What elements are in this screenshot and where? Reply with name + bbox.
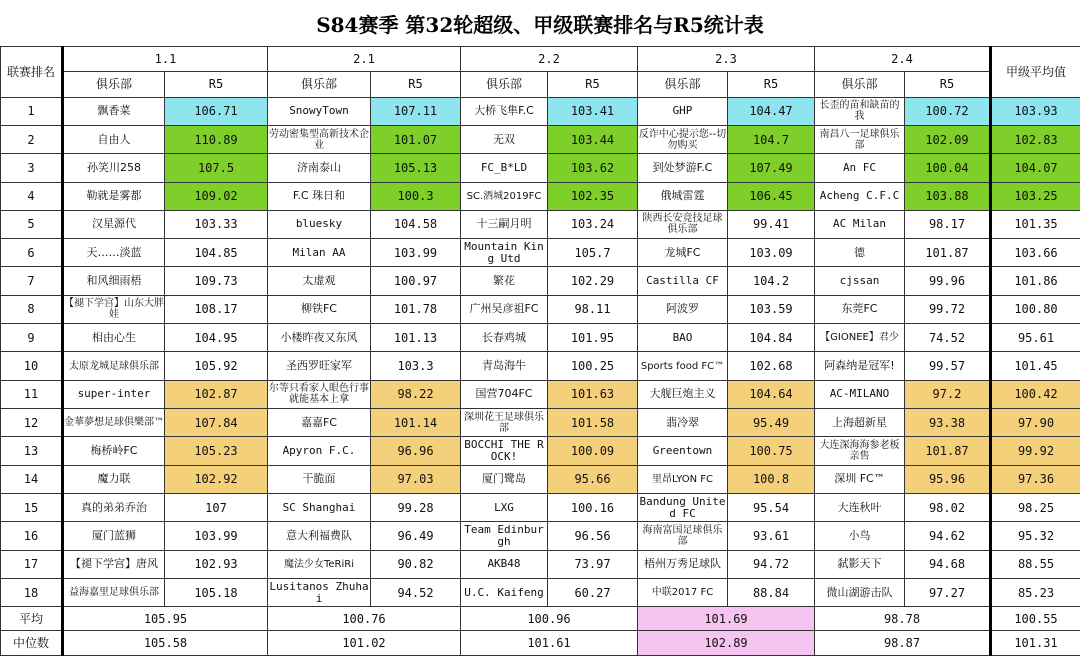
r5-value-cell: 99.57	[905, 352, 991, 380]
rank-cell: 17	[1, 550, 63, 578]
table-row	[1, 154, 1080, 182]
league-avg-cell: 102.83	[991, 125, 1080, 153]
club-name-cell: 东莞FC	[815, 295, 905, 323]
r5-column-header: R5	[165, 72, 268, 97]
club-name-cell: 大桥飞隼F.C	[461, 97, 548, 125]
club-name-cell: 小楼昨夜又东风	[268, 324, 371, 352]
r5-value-cell: 103.59	[728, 295, 815, 323]
club-name-cell: 梅桥岭FC	[63, 437, 165, 465]
club-name-cell: 俄城雷霆	[638, 182, 728, 210]
club-column-header: 俱乐部	[63, 72, 165, 97]
league-avg-cell: 100.42	[991, 380, 1080, 408]
table-row	[1, 182, 1080, 210]
table-row	[1, 437, 1080, 465]
group-header: 2.4	[815, 47, 991, 72]
club-name-cell: 飘香菜	[63, 97, 165, 125]
rank-cell: 5	[1, 210, 63, 238]
club-name-cell: 大连秋叶	[815, 493, 905, 521]
rank-cell: 16	[1, 522, 63, 550]
r5-value-cell: 101.87	[905, 437, 991, 465]
club-name-cell: 龙城FC	[638, 239, 728, 267]
r5-value-cell: 99.72	[905, 295, 991, 323]
table-row	[1, 324, 1080, 352]
club-name-cell: super-inter	[63, 380, 165, 408]
club-name-cell: BOCCHI THE ROCK!	[461, 437, 548, 465]
club-name-cell: cjssan	[815, 267, 905, 295]
r5-value-cell: 104.2	[728, 267, 815, 295]
table-row	[1, 97, 1080, 125]
r5-value-cell: 98.17	[905, 210, 991, 238]
club-name-cell: 柳铁FC	[268, 295, 371, 323]
stat-value: 98.78	[815, 607, 991, 631]
league-avg-cell: 103.66	[991, 239, 1080, 267]
club-name-cell: 真的弟弟乔治	[63, 493, 165, 521]
r5-value-cell: 103.3	[371, 352, 461, 380]
r5-value-cell: 102.93	[165, 550, 268, 578]
r5-value-cell: 104.47	[728, 97, 815, 125]
rank-cell: 15	[1, 493, 63, 521]
club-name-cell: 国营704FC	[461, 380, 548, 408]
r5-value-cell: 104.58	[371, 210, 461, 238]
r5-value-cell: 110.89	[165, 125, 268, 153]
r5-value-cell: 99.28	[371, 493, 461, 521]
r5-value-cell: 101.63	[548, 380, 638, 408]
r5-value-cell: 109.02	[165, 182, 268, 210]
avg-header: 甲级平均值	[991, 47, 1080, 98]
league-avg-cell: 95.61	[991, 324, 1080, 352]
table-row	[1, 352, 1080, 380]
rank-cell: 18	[1, 578, 63, 606]
r5-value-cell: 103.41	[548, 97, 638, 125]
r5-value-cell: 98.02	[905, 493, 991, 521]
r5-value-cell: 109.73	[165, 267, 268, 295]
club-name-cell: 意大利福费队	[268, 522, 371, 550]
club-name-cell: 【褪下学宫】山东大胖娃	[63, 295, 165, 323]
club-name-cell: 中联2017 FC	[638, 578, 728, 606]
r5-value-cell: 101.14	[371, 409, 461, 437]
club-name-cell: FC_B*LD	[461, 154, 548, 182]
r5-value-cell: 101.95	[548, 324, 638, 352]
club-name-cell: 长歪的苗和缺苗的我	[815, 97, 905, 125]
club-name-cell: 厦门蓝狮	[63, 522, 165, 550]
header-row-columns	[1, 72, 1080, 97]
club-name-cell: An FC	[815, 154, 905, 182]
league-avg-cell: 97.90	[991, 409, 1080, 437]
r5-value-cell: 98.22	[371, 380, 461, 408]
table-row	[1, 125, 1080, 153]
rank-cell: 3	[1, 154, 63, 182]
rank-cell: 9	[1, 324, 63, 352]
r5-value-cell: 95.66	[548, 465, 638, 493]
club-name-cell: SnowyTown	[268, 97, 371, 125]
club-name-cell: 里昂LYON FC	[638, 465, 728, 493]
stat-row	[1, 631, 1080, 656]
club-name-cell: Greentown	[638, 437, 728, 465]
club-name-cell: 汉星源代	[63, 210, 165, 238]
club-name-cell: 自由人	[63, 125, 165, 153]
club-name-cell: 干脆面	[268, 465, 371, 493]
r5-value-cell: 94.62	[905, 522, 991, 550]
club-name-cell: 相由心生	[63, 324, 165, 352]
r5-value-cell: 106.45	[728, 182, 815, 210]
r5-value-cell: 103.88	[905, 182, 991, 210]
r5-value-cell: 90.82	[371, 550, 461, 578]
r5-value-cell: 103.99	[165, 522, 268, 550]
r5-value-cell: 105.7	[548, 239, 638, 267]
stat-label: 中位数	[1, 631, 63, 656]
club-name-cell: 德	[815, 239, 905, 267]
r5-value-cell: 74.52	[905, 324, 991, 352]
r5-value-cell: 100.3	[371, 182, 461, 210]
stat-value: 98.87	[815, 631, 991, 656]
club-name-cell: AKB48	[461, 550, 548, 578]
stat-row	[1, 607, 1080, 631]
club-name-cell: 魔法少女TeRiRi	[268, 550, 371, 578]
club-name-cell: 太原龙城足球俱乐部	[63, 352, 165, 380]
club-name-cell: 阿森纳是冠军!	[815, 352, 905, 380]
club-name-cell: 天……淡蓝	[63, 239, 165, 267]
club-name-cell: 翡冷翠	[638, 409, 728, 437]
club-name-cell: 尔等只看家人眼色行事就能基本上拿	[268, 380, 371, 408]
r5-value-cell: 97.27	[905, 578, 991, 606]
league-avg-cell: 101.86	[991, 267, 1080, 295]
r5-value-cell: 96.96	[371, 437, 461, 465]
league-avg-cell: 98.25	[991, 493, 1080, 521]
r5-value-cell: 107	[165, 493, 268, 521]
rank-cell: 1	[1, 97, 63, 125]
r5-value-cell: 105.92	[165, 352, 268, 380]
r5-value-cell: 100.97	[371, 267, 461, 295]
club-name-cell: 益海嘉里足球俱乐部	[63, 578, 165, 606]
r5-value-cell: 100.25	[548, 352, 638, 380]
club-name-cell: Mountain King Utd	[461, 239, 548, 267]
r5-value-cell: 88.84	[728, 578, 815, 606]
r5-value-cell: 97.2	[905, 380, 991, 408]
club-name-cell: 和风细雨梧	[63, 267, 165, 295]
club-name-cell: 反诈中心提示您--切勿购买	[638, 125, 728, 153]
club-name-cell: 【褪下学宫】唐风	[63, 550, 165, 578]
rank-cell: 13	[1, 437, 63, 465]
club-name-cell: 深圳花王足球俱乐部	[461, 409, 548, 437]
league-avg-cell: 101.35	[991, 210, 1080, 238]
r5-value-cell: 99.96	[905, 267, 991, 295]
club-name-cell: 大舰巨炮主义	[638, 380, 728, 408]
r5-value-cell: 105.13	[371, 154, 461, 182]
club-name-cell: 上海超新星	[815, 409, 905, 437]
club-name-cell: 海南富国足球俱乐部	[638, 522, 728, 550]
r5-value-cell: 101.87	[905, 239, 991, 267]
r5-value-cell: 101.07	[371, 125, 461, 153]
club-column-header: 俱乐部	[268, 72, 371, 97]
r5-value-cell: 104.64	[728, 380, 815, 408]
rank-cell: 11	[1, 380, 63, 408]
r5-value-cell: 104.95	[165, 324, 268, 352]
club-name-cell: bluesky	[268, 210, 371, 238]
r5-value-cell: 105.23	[165, 437, 268, 465]
table-row	[1, 550, 1080, 578]
rank-cell: 4	[1, 182, 63, 210]
r5-value-cell: 100.09	[548, 437, 638, 465]
group-header: 1.1	[63, 47, 268, 72]
group-header: 2.1	[268, 47, 461, 72]
stat-value: 100.96	[461, 607, 638, 631]
r5-value-cell: 103.24	[548, 210, 638, 238]
r5-column-header: R5	[905, 72, 991, 97]
r5-value-cell: 100.8	[728, 465, 815, 493]
r5-value-cell: 107.11	[371, 97, 461, 125]
group-header: 2.2	[461, 47, 638, 72]
club-column-header: 俱乐部	[815, 72, 905, 97]
rank-cell: 2	[1, 125, 63, 153]
ranking-table	[0, 46, 1080, 656]
stat-value: 102.89	[638, 631, 815, 656]
r5-value-cell: 103.44	[548, 125, 638, 153]
r5-value-cell: 93.38	[905, 409, 991, 437]
club-name-cell: 南昌八一足球俱乐部	[815, 125, 905, 153]
club-name-cell: F.C 珠日和	[268, 182, 371, 210]
r5-value-cell: 73.97	[548, 550, 638, 578]
stat-avg: 101.31	[991, 631, 1080, 656]
r5-value-cell: 103.62	[548, 154, 638, 182]
table-row	[1, 295, 1080, 323]
r5-value-cell: 94.52	[371, 578, 461, 606]
r5-value-cell: 96.49	[371, 522, 461, 550]
club-name-cell: BAO	[638, 324, 728, 352]
club-column-header: 俱乐部	[638, 72, 728, 97]
rank-cell: 6	[1, 239, 63, 267]
club-name-cell: 勒就是雾都	[63, 182, 165, 210]
rank-cell: 7	[1, 267, 63, 295]
club-name-cell: 广州吴彦祖FC	[461, 295, 548, 323]
club-name-cell: U.C. Kaifeng	[461, 578, 548, 606]
club-name-cell: 梧州万秀足球队	[638, 550, 728, 578]
club-name-cell: Castilla CF	[638, 267, 728, 295]
r5-value-cell: 104.84	[728, 324, 815, 352]
league-avg-cell: 99.92	[991, 437, 1080, 465]
league-avg-cell: 101.45	[991, 352, 1080, 380]
club-name-cell: 【GIONEE】君少	[815, 324, 905, 352]
club-name-cell: 微山湖游击队	[815, 578, 905, 606]
league-avg-cell: 97.36	[991, 465, 1080, 493]
table-row	[1, 239, 1080, 267]
club-name-cell: Team Edinburgh	[461, 522, 548, 550]
table-row	[1, 522, 1080, 550]
league-avg-cell: 85.23	[991, 578, 1080, 606]
rank-header: 联赛排名	[1, 47, 63, 98]
stat-label: 平均	[1, 607, 63, 631]
stat-value: 105.95	[63, 607, 268, 631]
club-name-cell: 劳动密集型高新技术企业	[268, 125, 371, 153]
stat-value: 101.69	[638, 607, 815, 631]
header-row-groups	[1, 47, 1080, 72]
r5-value-cell: 100.75	[728, 437, 815, 465]
r5-value-cell: 107.84	[165, 409, 268, 437]
club-column-header: 俱乐部	[461, 72, 548, 97]
group-header: 2.3	[638, 47, 815, 72]
club-name-cell: 太虚观	[268, 267, 371, 295]
r5-value-cell: 98.11	[548, 295, 638, 323]
rank-cell: 8	[1, 295, 63, 323]
stat-value: 101.61	[461, 631, 638, 656]
club-name-cell: LXG	[461, 493, 548, 521]
r5-column-header: R5	[728, 72, 815, 97]
club-name-cell: 济南泰山	[268, 154, 371, 182]
club-name-cell: 嘉嘉FC	[268, 409, 371, 437]
r5-value-cell: 100.16	[548, 493, 638, 521]
league-avg-cell: 104.07	[991, 154, 1080, 182]
r5-column-header: R5	[371, 72, 461, 97]
r5-value-cell: 108.17	[165, 295, 268, 323]
club-name-cell: Apyron F.C.	[268, 437, 371, 465]
r5-value-cell: 95.49	[728, 409, 815, 437]
table-row	[1, 465, 1080, 493]
r5-value-cell: 101.78	[371, 295, 461, 323]
r5-value-cell: 94.68	[905, 550, 991, 578]
r5-value-cell: 107.49	[728, 154, 815, 182]
r5-value-cell: 102.29	[548, 267, 638, 295]
r5-value-cell: 102.09	[905, 125, 991, 153]
stat-value: 105.58	[63, 631, 268, 656]
club-name-cell: AC Milan	[815, 210, 905, 238]
r5-value-cell: 102.87	[165, 380, 268, 408]
club-name-cell: 无双	[461, 125, 548, 153]
r5-value-cell: 107.5	[165, 154, 268, 182]
r5-value-cell: 101.13	[371, 324, 461, 352]
club-name-cell: SC Shanghai	[268, 493, 371, 521]
club-name-cell: 长春鸡城	[461, 324, 548, 352]
club-name-cell: 金華夢想足球俱樂部™	[63, 409, 165, 437]
club-name-cell: AC-MILANO	[815, 380, 905, 408]
r5-value-cell: 103.09	[728, 239, 815, 267]
table-row	[1, 493, 1080, 521]
rank-cell: 14	[1, 465, 63, 493]
page-title: S84赛季 第32轮超级、甲级联赛排名与R5统计表	[316, 12, 764, 37]
r5-value-cell: 100.72	[905, 97, 991, 125]
club-name-cell: 大连深海海参老板亲售	[815, 437, 905, 465]
r5-value-cell: 101.58	[548, 409, 638, 437]
club-name-cell: 厦门鹭岛	[461, 465, 548, 493]
r5-value-cell: 94.72	[728, 550, 815, 578]
r5-value-cell: 100.04	[905, 154, 991, 182]
league-avg-cell: 103.25	[991, 182, 1080, 210]
club-name-cell: 陕西长安竞技足球俱乐部	[638, 210, 728, 238]
club-name-cell: 到处梦游F.C	[638, 154, 728, 182]
r5-value-cell: 102.92	[165, 465, 268, 493]
r5-value-cell: 95.96	[905, 465, 991, 493]
club-name-cell: 青岛海牛	[461, 352, 548, 380]
r5-value-cell: 104.7	[728, 125, 815, 153]
club-name-cell: 弑影天下	[815, 550, 905, 578]
r5-value-cell: 60.27	[548, 578, 638, 606]
club-name-cell: Milan AA	[268, 239, 371, 267]
table-row	[1, 409, 1080, 437]
club-name-cell: Lusitanos Zhuhai	[268, 578, 371, 606]
r5-value-cell: 96.56	[548, 522, 638, 550]
club-name-cell: GHP	[638, 97, 728, 125]
r5-column-header: R5	[548, 72, 638, 97]
league-avg-cell: 95.32	[991, 522, 1080, 550]
r5-value-cell: 106.71	[165, 97, 268, 125]
stat-value: 101.02	[268, 631, 461, 656]
r5-value-cell: 95.54	[728, 493, 815, 521]
club-name-cell: 阿波罗	[638, 295, 728, 323]
club-name-cell: Sports food FC™	[638, 352, 728, 380]
table-row	[1, 210, 1080, 238]
r5-value-cell: 97.03	[371, 465, 461, 493]
rank-cell: 10	[1, 352, 63, 380]
table-row	[1, 380, 1080, 408]
stat-avg: 100.55	[991, 607, 1080, 631]
club-name-cell: Acheng C.F.C	[815, 182, 905, 210]
club-name-cell: Bandung United FC	[638, 493, 728, 521]
league-avg-cell: 100.80	[991, 295, 1080, 323]
table-row	[1, 267, 1080, 295]
r5-value-cell: 104.85	[165, 239, 268, 267]
club-name-cell: 深圳 FC™	[815, 465, 905, 493]
stat-value: 100.76	[268, 607, 461, 631]
club-name-cell: 小鸟	[815, 522, 905, 550]
r5-value-cell: 102.35	[548, 182, 638, 210]
r5-value-cell: 99.41	[728, 210, 815, 238]
club-name-cell: SC.酒城2019FC	[461, 182, 548, 210]
table-row	[1, 578, 1080, 606]
club-name-cell: 孙笑川258	[63, 154, 165, 182]
club-name-cell: 十三嗣月明	[461, 210, 548, 238]
r5-value-cell: 102.68	[728, 352, 815, 380]
r5-value-cell: 105.18	[165, 578, 268, 606]
r5-value-cell: 93.61	[728, 522, 815, 550]
club-name-cell: 繁花	[461, 267, 548, 295]
league-avg-cell: 88.55	[991, 550, 1080, 578]
club-name-cell: 魔力联	[63, 465, 165, 493]
r5-value-cell: 103.99	[371, 239, 461, 267]
club-name-cell: 圣西罗旺家军	[268, 352, 371, 380]
r5-value-cell: 103.33	[165, 210, 268, 238]
league-avg-cell: 103.93	[991, 97, 1080, 125]
rank-cell: 12	[1, 409, 63, 437]
